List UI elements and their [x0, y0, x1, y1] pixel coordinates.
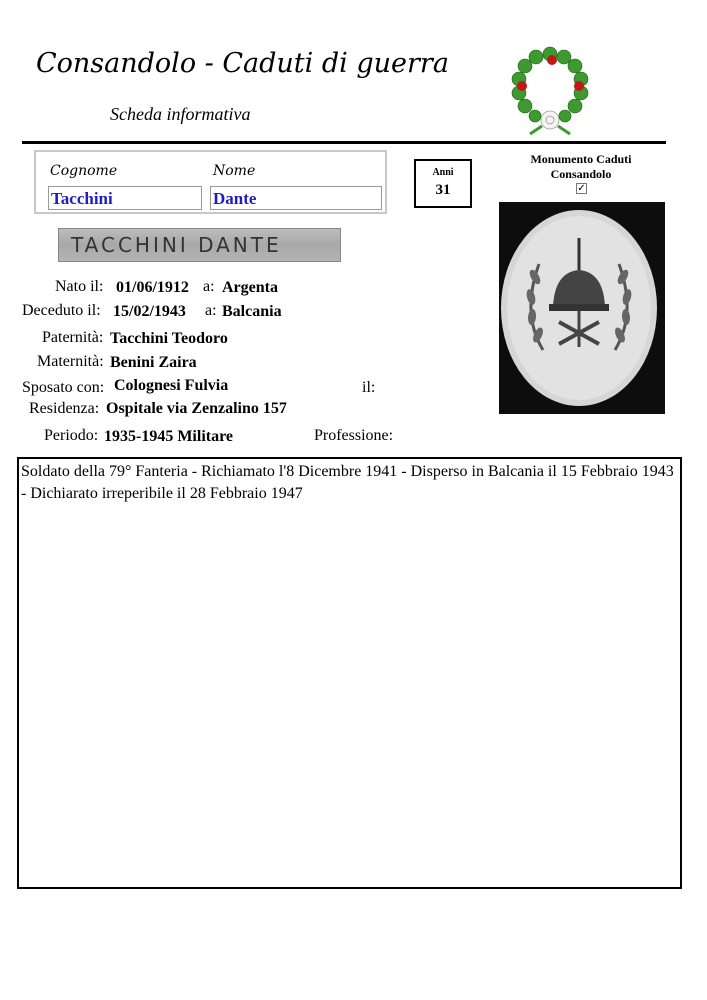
- anni-value: 31: [435, 182, 451, 198]
- monumento-line2: Consandolo: [550, 167, 612, 181]
- residenza-value: Ospitale via Zenzalino 157: [106, 400, 287, 417]
- professione-label: Professione:: [314, 427, 394, 444]
- helmet-emblem-icon: [499, 202, 665, 414]
- maternita-label: Maternità:: [37, 353, 104, 370]
- paternita-value: Tacchini Teodoro: [110, 330, 228, 347]
- nato-label: Nato il:: [55, 278, 104, 295]
- sposato-value: Colognesi Fulvia: [114, 377, 229, 394]
- deceduto-a-label: a:: [205, 302, 217, 319]
- deceduto-place: Balcania: [222, 303, 282, 320]
- periodo-label: Periodo:: [44, 427, 99, 444]
- nato-date: 01/06/1912: [116, 279, 189, 296]
- page-subtitle: Scheda informativa: [110, 104, 251, 124]
- header-divider: [22, 141, 666, 144]
- cognome-label: Cognome: [50, 163, 118, 179]
- paternita-label: Paternità:: [42, 329, 104, 346]
- sposato-label: Sposato con:: [22, 379, 105, 396]
- name-plaque: TACCHINI DANTE: [58, 228, 341, 262]
- monumento-checkbox[interactable]: ✓: [577, 183, 586, 194]
- page-title: Consandolo - Caduti di guerra: [36, 48, 449, 79]
- notes-box: Soldato della 79° Fanteria - Richiamato l'8 Dicembre 1941 - Disperso in Balcania il 15 Febbraio 1943 - Dichiarato irreperibile il 28 Febbraio 1947: [17, 457, 682, 889]
- deceduto-date: 15/02/1943: [113, 303, 186, 320]
- maternita-value: Benini Zaira: [110, 354, 197, 371]
- nome-field[interactable]: Dante: [210, 186, 382, 210]
- monumento-line1: Monumento Caduti: [530, 152, 632, 166]
- nato-a-label: a:: [203, 278, 215, 295]
- residenza-label: Residenza:: [29, 400, 100, 417]
- nome-label: Nome: [213, 163, 256, 179]
- deceduto-label: Deceduto il:: [22, 302, 101, 319]
- cognome-field[interactable]: Tacchini: [48, 186, 202, 210]
- anni-label: Anni: [432, 167, 454, 178]
- anni-box: [414, 159, 472, 208]
- nato-place: Argenta: [222, 279, 278, 296]
- sposato-il-label: il:: [362, 379, 376, 396]
- wreath-logo-icon: [508, 44, 592, 136]
- monumento-label: [520, 152, 642, 182]
- name-panel: [34, 150, 387, 214]
- periodo-value: 1935-1945 Militare: [104, 428, 234, 445]
- memorial-photo: [499, 202, 665, 414]
